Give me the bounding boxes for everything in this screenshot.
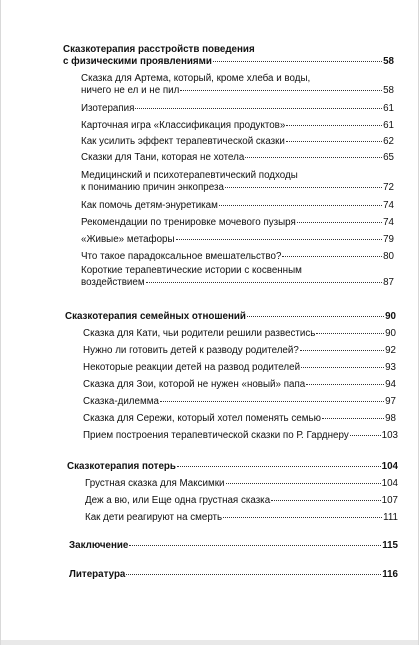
toc-entry[interactable]: [81, 103, 394, 115]
toc-section-behavior[interactable]: [63, 44, 394, 67]
toc-entry-title: Рекомендации по тренировке мочевого пузыря: [81, 217, 296, 228]
toc-section-conclusion[interactable]: [69, 540, 398, 552]
toc-page-number: 93: [385, 362, 396, 373]
dot-leader: [180, 90, 382, 91]
toc-page-number: 111: [383, 512, 398, 523]
toc-entry[interactable]: [81, 170, 394, 193]
toc-page-number: 94: [385, 379, 396, 390]
toc-entry-title: Сказка для Артема, который, кроме хлеба и воды,: [81, 73, 311, 84]
dot-leader: [176, 239, 383, 240]
toc-entry-title: Сказка для Кати, чьи родители решили развестись: [83, 328, 316, 339]
toc-entry-title: Как помочь детям-энуретикам: [81, 200, 218, 211]
toc-page-number: 65: [383, 152, 394, 163]
toc-entry-title: Сказка для Зои, которой не нужен «новый» папа: [83, 379, 306, 390]
toc-entry[interactable]: [81, 152, 394, 164]
toc-entry-title: ничего не ел и не пил: [81, 84, 180, 96]
dot-leader: [225, 187, 382, 188]
toc-entry-title: Карточная игра «Классификация продуктов»: [81, 120, 286, 131]
toc-entry-title: Как дети реагируют на смерть: [85, 512, 223, 523]
toc-page-number: 79: [383, 234, 394, 245]
toc-entry-title: Короткие терапевтические истории с косвенным: [81, 265, 302, 276]
toc-page-number: 90: [385, 328, 396, 339]
toc-page-number: 115: [382, 540, 398, 551]
toc-section-family[interactable]: [65, 311, 396, 323]
toc-entry[interactable]: [81, 217, 394, 229]
toc-page-number: 61: [383, 120, 394, 131]
toc-page-number: 98: [385, 413, 396, 424]
dot-leader: [282, 256, 382, 257]
toc-page-number: 58: [383, 84, 394, 96]
toc-entry-title: «Живые» метафоры: [81, 234, 175, 245]
table-of-contents: [1, 0, 419, 645]
dot-leader: [126, 574, 381, 575]
dot-leader: [350, 435, 381, 436]
toc-page-number: 72: [383, 181, 394, 193]
toc-entry[interactable]: [83, 379, 396, 391]
dot-leader: [219, 205, 382, 206]
toc-entry-title: Некоторые реакции детей на развод родителей: [83, 362, 301, 373]
toc-entry-title: Что такое парадоксальное вмешательство?: [81, 251, 282, 262]
dot-leader: [146, 282, 383, 283]
toc-page-number: 92: [385, 345, 396, 356]
toc-entry-title: Сказкотерапия потерь: [67, 461, 176, 472]
dot-leader: [286, 125, 382, 126]
toc-entry-title: воздействием: [81, 276, 145, 288]
toc-entry-title: Заключение: [69, 540, 129, 551]
dot-leader: [247, 316, 384, 317]
toc-page-number: 74: [383, 200, 394, 211]
toc-entry[interactable]: [81, 73, 394, 96]
dot-leader: [177, 466, 381, 467]
toc-page-number: 87: [383, 276, 394, 288]
toc-entry[interactable]: [81, 265, 394, 288]
dot-leader: [301, 367, 384, 368]
toc-page-number: 116: [382, 569, 398, 580]
toc-entry[interactable]: [81, 136, 394, 148]
toc-entry-title: Как усилить эффект терапевтической сказки: [81, 136, 285, 147]
toc-entry[interactable]: [83, 362, 396, 374]
toc-entry-title: Сказка-дилемма: [83, 396, 159, 407]
toc-page-number: 58: [383, 55, 394, 67]
toc-entry[interactable]: [83, 345, 396, 357]
toc-entry-title: Нужно ли готовить детей к разводу родителей?: [83, 345, 299, 356]
toc-entry[interactable]: [81, 251, 394, 263]
toc-page-number: 104: [381, 478, 398, 489]
dot-leader: [286, 141, 382, 142]
dot-leader: [223, 517, 382, 518]
toc-entry-title: Грустная сказка для Максимки: [85, 478, 225, 489]
toc-entry[interactable]: [85, 512, 398, 524]
toc-entry-title: Сказки для Тани, которая не хотела: [81, 152, 245, 163]
toc-entry-title: Прием построения терапевтической сказки по Р. Гарднеру: [83, 430, 349, 441]
toc-page-number: 90: [385, 311, 396, 322]
toc-entry[interactable]: [83, 413, 396, 425]
toc-entry[interactable]: [85, 495, 398, 507]
toc-page-number: 80: [383, 251, 394, 262]
dot-leader: [300, 350, 384, 351]
toc-page-number: 104: [381, 461, 398, 472]
dot-leader: [226, 483, 381, 484]
toc-section-loss[interactable]: [67, 461, 398, 473]
toc-section-references[interactable]: [69, 569, 398, 581]
toc-entry-title: Деж а вю, или Еще одна грустная сказка: [85, 495, 271, 506]
toc-entry[interactable]: [81, 234, 394, 246]
toc-entry-title: Изотерапия: [81, 103, 135, 114]
toc-entry[interactable]: [83, 396, 396, 408]
toc-entry-title: к пониманию причин энкопреза: [81, 181, 224, 193]
toc-entry-title: Литература: [69, 569, 126, 580]
page-bottom-edge: [1, 640, 418, 645]
toc-entry[interactable]: [81, 120, 394, 132]
toc-entry-title: Сказка для Сережи, который хотел поменять семью: [83, 413, 321, 424]
dot-leader: [135, 108, 382, 109]
toc-page-number: 107: [381, 495, 398, 506]
toc-entry-title: Медицинский и психотерапевтический подходы: [81, 170, 298, 181]
toc-entry[interactable]: [85, 478, 398, 490]
toc-page-number: 62: [383, 136, 394, 147]
dot-leader: [297, 222, 382, 223]
toc-page-number: 61: [383, 103, 394, 114]
toc-entry-title: Сказкотерапия расстройств поведения: [63, 44, 255, 55]
dot-leader: [213, 61, 382, 62]
dot-leader: [129, 545, 381, 546]
toc-entry[interactable]: [83, 430, 398, 442]
dot-leader: [245, 157, 382, 158]
toc-page-number: 74: [383, 217, 394, 228]
toc-entry[interactable]: [83, 328, 396, 340]
dot-leader: [306, 384, 384, 385]
toc-page-number: 97: [385, 396, 396, 407]
toc-entry-title: с физическими проявлениями: [63, 55, 212, 67]
toc-entry[interactable]: [81, 200, 394, 212]
dot-leader: [322, 418, 384, 419]
toc-page-number: 103: [381, 430, 398, 441]
toc-entry-title: Сказкотерапия семейных отношений: [65, 311, 246, 322]
dot-leader: [160, 401, 384, 402]
dot-leader: [271, 500, 381, 501]
dot-leader: [316, 333, 384, 334]
